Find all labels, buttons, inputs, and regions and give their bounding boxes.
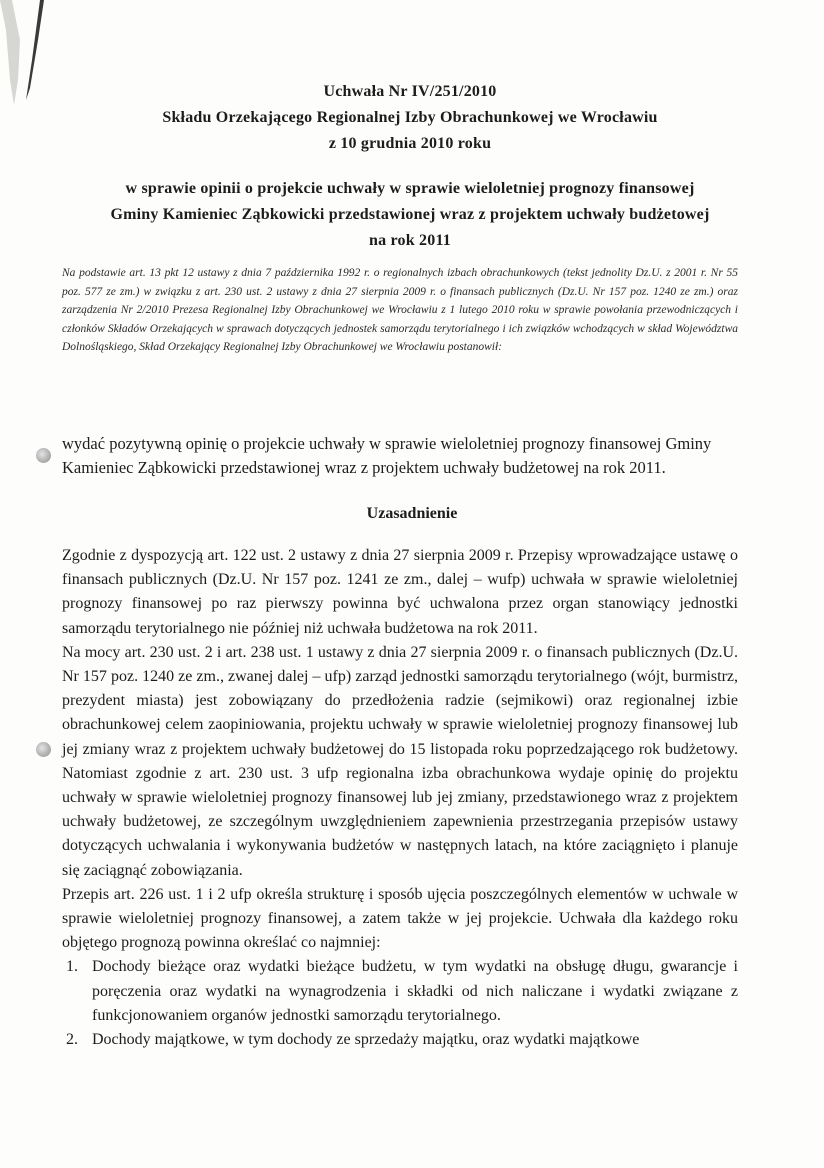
- punch-hole-top: [36, 448, 51, 463]
- justification-paragraph-3: Przepis art. 226 ust. 1 i 2 ufp określa strukturę i sposób ujęcia poszczególnych elementów w uchwale w sprawie wieloletniej prognozy finansowej, a zatem także w jej projekcie. Uchwała dla każdego roku objętego prognozą powinna określać co najmniej:: [62, 885, 738, 952]
- list-item-number: 2.: [66, 1031, 78, 1049]
- resolution-subject: [60, 176, 760, 254]
- resolution-date: z 10 grudnia 2010 roku: [328, 135, 492, 152]
- decision-text: wydać pozytywną opinię o projekcie uchwały w sprawie wieloletniej prognozy finansowej Gminy Kamieniec Ząbkowicki przedstawionej wraz z projektem uchwały budżetowej na rok 2011.: [62, 434, 712, 477]
- subject-line-1: w sprawie opinii o projekcie uchwały w sprawie wieloletniej prognozy finansowej: [125, 180, 695, 197]
- list-item: [62, 955, 738, 1028]
- justification-heading: Uzasadnienie: [366, 505, 458, 522]
- legal-basis-preamble: Na podstawie art. 13 pkt 12 ustawy z dnia 7 października 1992 r. o regionalnych izbach obrachunkowych (tekst jednolity Dz.U. z 2001 r. Nr 55 poz. 577 ze zm.) w związku z art. 230 ust. 2 ustawy z dnia 27 sierpnia 2009 r. o finansach publicznych (Dz.U. Nr 157 poz. 1240 ze zm.) oraz zarządzenia Nr 2/2010 Prezesa Regionalnej Izby Obrachunkowej we Wrocławiu z 1 lutego 2010 roku w sprawie powołania przewodniczących i członków Składów Orzekających w sprawach dotyczących jednostek samorządu terytorialnego i ich związków wchodzących w skład Województwa Dolnośląskiego, Skład Orzekający Regionalnej Izby Obrachunkowej we Wrocławiu postanowił:: [62, 267, 738, 353]
- resolution-number: Uchwała Nr IV/251/2010: [323, 83, 497, 100]
- requirements-list: [62, 955, 738, 1052]
- punch-hole-bottom: [36, 742, 51, 757]
- justification-body: [62, 544, 738, 1052]
- subject-line-3: na rok 2011: [369, 232, 451, 249]
- resolution-header: [60, 79, 760, 157]
- justification-paragraph-1: Zgodnie z dyspozycją art. 122 ust. 2 ustawy z dnia 27 sierpnia 2009 r. Przepisy wprowadzające ustawę o finansach publicznych (Dz.U. Nr 157 poz. 1241 ze zm., dalej – wufp) uchwała w sprawie wieloletniej prognozy finansowej po raz pierwszy powinna być uchwalona przez organ stanowiący jednostki samorządu terytorialnego nie później niż uchwała budżetowa na rok 2011.: [62, 547, 738, 637]
- list-item-text: Dochody majątkowe, w tym dochody ze sprzedaży majątku, oraz wydatki majątkowe: [92, 1031, 640, 1049]
- list-item-number: 1.: [66, 958, 78, 976]
- justification-paragraph-2: Na mocy art. 230 ust. 2 i art. 238 ust. 1 ustawy z dnia 27 sierpnia 2009 r. o finansach publicznych (Dz.U. Nr 157 poz. 1240 ze zm., zwanej dalej – ufp) zarząd jednostki samorządu terytorialnego (wójt, burmistrz, prezydent miasta) jest zobowiązany do przedłożenia radzie (sejmikowi) oraz regionalnej izbie obrachunkowej celem zaopiniowania, projektu uchwały w sprawie wieloletniej prognozy finansowej lub jej zmiany wraz z projektem uchwały budżetowej do 15 listopada roku poprzedzającego rok budżetowy. Natomiast zgodnie z art. 230 ust. 3 ufp regionalna izba obrachunkowa wydaje opinię do projektu uchwały w sprawie wieloletniej prognozy finansowej lub jej zmiany, przedstawionego wraz z projektem uchwały budżetowej, ze szczególnym uwzględnieniem zapewnienia przestrzegania przepisów ustawy dotyczących uchwalania i wykonywania budżetów w następnych latach, na które zaciągnięto i planuje się zaciągnąć zobowiązania.: [62, 643, 738, 879]
- list-item: [62, 1028, 738, 1052]
- list-item-text: Dochody bieżące oraz wydatki bieżące budżetu, w tym wydatki na obsługę długu, gwarancje i poręczenia oraz wydatki na wynagrodzenia i składki od nich naliczane i wydatki związane z funkcjonowaniem organów jednostki samorządu terytorialnego.: [92, 958, 738, 1024]
- subject-line-2: Gminy Kamieniec Ząbkowicki przedstawionej wraz z projektem uchwały budżetowej: [110, 206, 710, 223]
- issuing-body: Składu Orzekającego Regionalnej Izby Obrachunkowej we Wrocławiu: [162, 109, 658, 126]
